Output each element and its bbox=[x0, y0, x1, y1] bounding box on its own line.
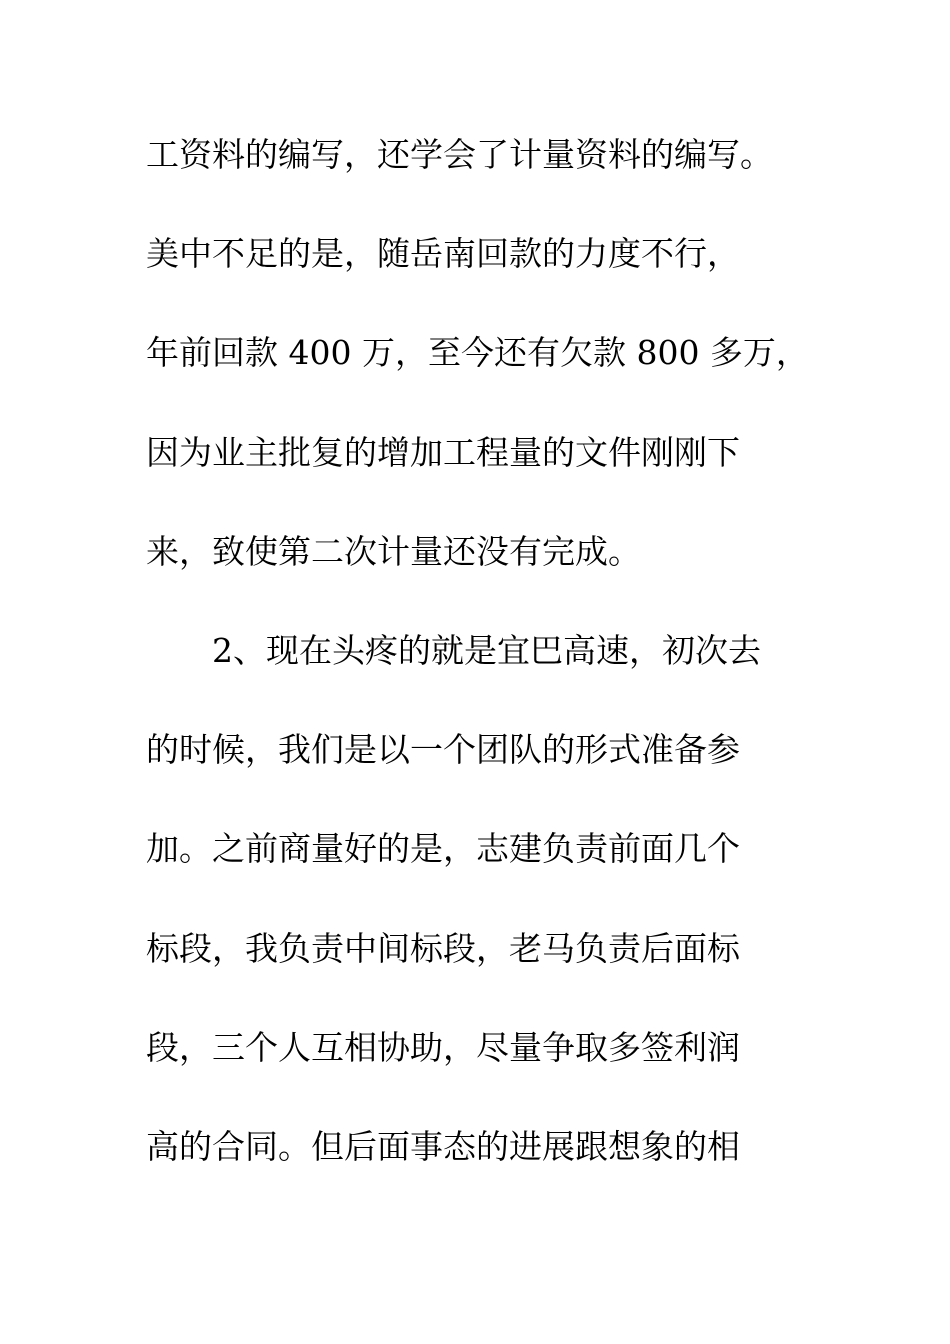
text-line-5: 来，致使第二次计量还没有完成。 bbox=[146, 531, 641, 571]
text-line-10: 段，三个人互相协助，尽量争取多签利润 bbox=[146, 1027, 740, 1067]
text-line-8: 加。之前商量好的是，志建负责前面几个 bbox=[146, 829, 740, 869]
text-line-4: 因为业主批复的增加工程量的文件刚刚下 bbox=[146, 432, 740, 472]
paragraph-2-first-line: 2、现在头疼的就是宜巴高速，初次去 bbox=[212, 630, 761, 670]
text-line-7: 的时候，我们是以一个团队的形式准备参 bbox=[146, 730, 740, 770]
text-line-3: 年前回款 400 万，至今还有欠款 800 多万， bbox=[146, 333, 809, 373]
text-line-9: 标段，我负责中间标段，老马负责后面标 bbox=[146, 928, 740, 968]
text-line-2: 美中不足的是，随岳南回款的力度不行， bbox=[146, 234, 740, 274]
body-text bbox=[146, 123, 826, 1214]
text-line-11: 高的合同。但后面事态的进展跟想象的相 bbox=[146, 1126, 740, 1166]
text-line-1: 工资料的编写，还学会了计量资料的编写。 bbox=[146, 135, 773, 174]
